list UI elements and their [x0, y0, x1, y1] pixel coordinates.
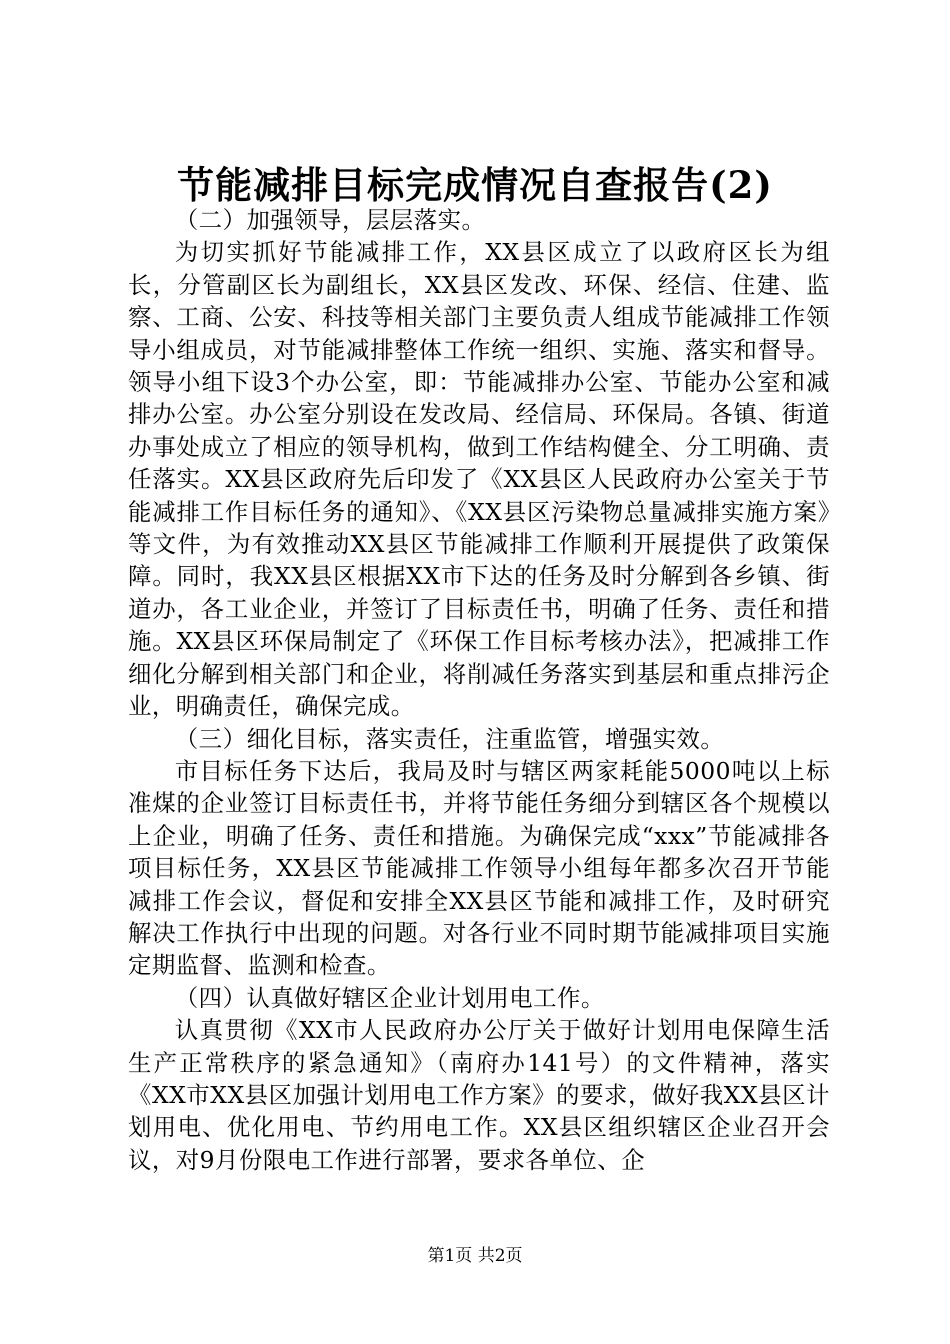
body-paragraph: 为切实抓好节能减排工作，XX县区成立了以政府区长为组长，分管副区长为副组长，XX县区发改、环保、经信、住建、监察、工商、公安、科技等相关部门主要负责人组成节能减排工作领导小组成员，对节能减排整体工作统一组织、实施、落实和督导。领导小组下设3个办公室，即：节能减排办公室、节能办公室和减排办公室。办公室分别设在发改局、经信局、环保局。各镇、街道办事处成立了相应的领导机构，做到工作结构健全、分工明确、责任落实。XX县区政府先后印发了《XX县区人民政府办公室关于节能减排工作目标任务的通知》、《XX县区污染物总量减排实施方案》等文件，为有效推动XX县区节能减排工作顺利开展提供了政策保障。同时，我XX县区根据XX市下达的任务及时分解到各乡镇、街道办，各工业企业，并签订了目标责任书，明确了任务、责任和措施。XX县区环保局制定了《环保工作目标考核办法》，把减排工作细化分解到相关部门和企业，将削减任务落实到基层和重点排污企业，明确责任，确保完成。 — [128, 238, 830, 721]
section-heading: （四）认真做好辖区企业计划用电工作。 — [174, 983, 605, 1012]
document-title: 节能减排目标完成情况自查报告(2) — [177, 163, 773, 207]
page-number-footer: 第1页 共2页 — [427, 1246, 523, 1266]
body-paragraph: 市目标任务下达后，我局及时与辖区两家耗能5000吨以上标准煤的企业签订目标责任书，并将节能任务细分到辖区各个规模以上企业，明确了任务、责任和措施。为确保完成“xxx”节能减排各项目标任务，XX县区节能减排工作领导小组每年都多次召开节能减排工作会议，督促和安排全XX县区节能和减排工作，及时研究解决工作执行中出现的问题。对各行业不同时期节能减排项目实施定期监督、监测和检查。 — [128, 756, 830, 980]
document-body — [128, 204, 830, 1176]
section-heading: （二）加强领导，层层落实。 — [174, 206, 486, 234]
section-heading: （三）细化目标，落实责任，注重监管，增强实效。 — [174, 724, 725, 753]
body-paragraph: 认真贯彻《XX市人民政府办公厅关于做好计划用电保障生活生产正常秩序的紧急通知》（南府办141号）的文件精神，落实《XX市XX县区加强计划用电工作方案》的要求，做好我XX县区计划用电、优化用电、节约用电工作。XX县区组织辖区企业召开会议，对9月份限电工作进行部署，要求各单位、企 — [128, 1016, 830, 1174]
